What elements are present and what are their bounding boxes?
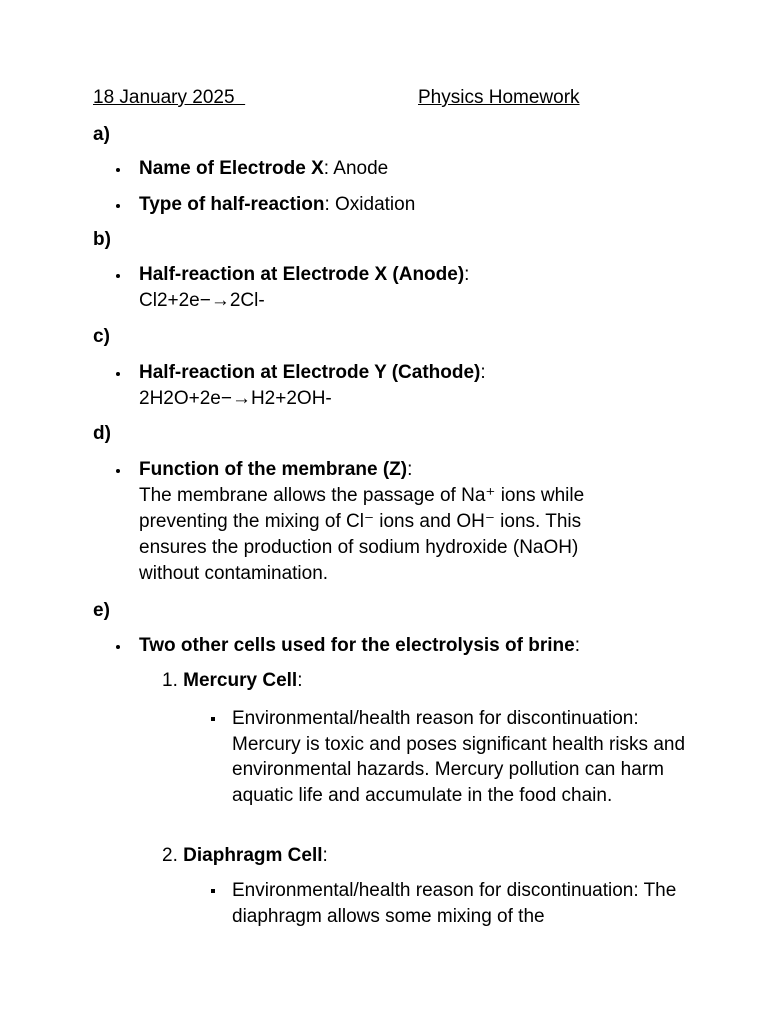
document-title: Physics Homework (418, 87, 580, 108)
bullet-bold-label: Name of Electrode X (139, 158, 324, 179)
bullet-value: : Anode (323, 158, 389, 179)
bullet-colon: : (574, 635, 580, 656)
bullet-bold-label: Function of the membrane (Z) (139, 459, 408, 480)
sub-bullet-diaphragm-reason (232, 878, 692, 929)
sub-bullet-mercury-reason (232, 706, 692, 808)
bullet-electrode-name (139, 156, 699, 182)
equation-text: 2H2O+2e−→H2+2OH- (139, 388, 332, 409)
item-colon: : (297, 670, 303, 691)
bullet-anode-half-reaction (139, 262, 699, 314)
section-label-a: a) (93, 124, 110, 145)
bullet-bold-label: Half-reaction at Electrode Y (Cathode) (139, 362, 481, 383)
item-number: 1. (162, 670, 178, 691)
bullet-bold-label: Half-reaction at Electrode X (Anode) (139, 264, 465, 285)
paragraph-text: The membrane allows the passage of Na⁺ ions while preventing the mixing of Cl⁻ ions and OH⁻ ions. This ensures the production of sodium hydroxide (NaOH) without contamination. (139, 485, 585, 584)
item-colon: : (322, 845, 328, 866)
bullet-membrane-function (139, 457, 634, 587)
bullet-other-cells (139, 633, 699, 659)
section-label-d: d) (93, 423, 111, 444)
bullet-value: : Oxidation (324, 194, 416, 215)
bullet-bold-label: Two other cells used for the electrolysis of brine (139, 635, 575, 656)
document-header (93, 87, 728, 113)
bullet-bold-label: Type of half-reaction (139, 194, 325, 215)
numbered-item-mercury-cell (162, 668, 302, 694)
item-title: Diaphragm Cell (183, 845, 323, 866)
section-label-e: e) (93, 600, 110, 621)
bullet-cathode-half-reaction (139, 360, 699, 412)
paragraph-text: Environmental/health reason for discontinuation: The diaphragm allows some mixing of the (232, 880, 677, 927)
bullet-colon: : (407, 459, 413, 480)
section-label-c: c) (93, 326, 110, 347)
bullet-half-reaction-type (139, 192, 699, 218)
bullet-colon: : (464, 264, 470, 285)
date-text: 18 January 2025 (93, 87, 246, 108)
numbered-item-diaphragm-cell (162, 843, 328, 869)
item-title: Mercury Cell (183, 670, 298, 691)
equation-text: Cl2+2e−→2Cl- (139, 290, 265, 311)
paragraph-text: Environmental/health reason for discontinuation: Mercury is toxic and poses significant health risks and environmental hazards. Mercury pollution can harm aquatic life and accumulate in the food chain. (232, 708, 686, 806)
item-number: 2. (162, 845, 178, 866)
bullet-colon: : (480, 362, 486, 383)
section-label-b: b) (93, 229, 111, 250)
